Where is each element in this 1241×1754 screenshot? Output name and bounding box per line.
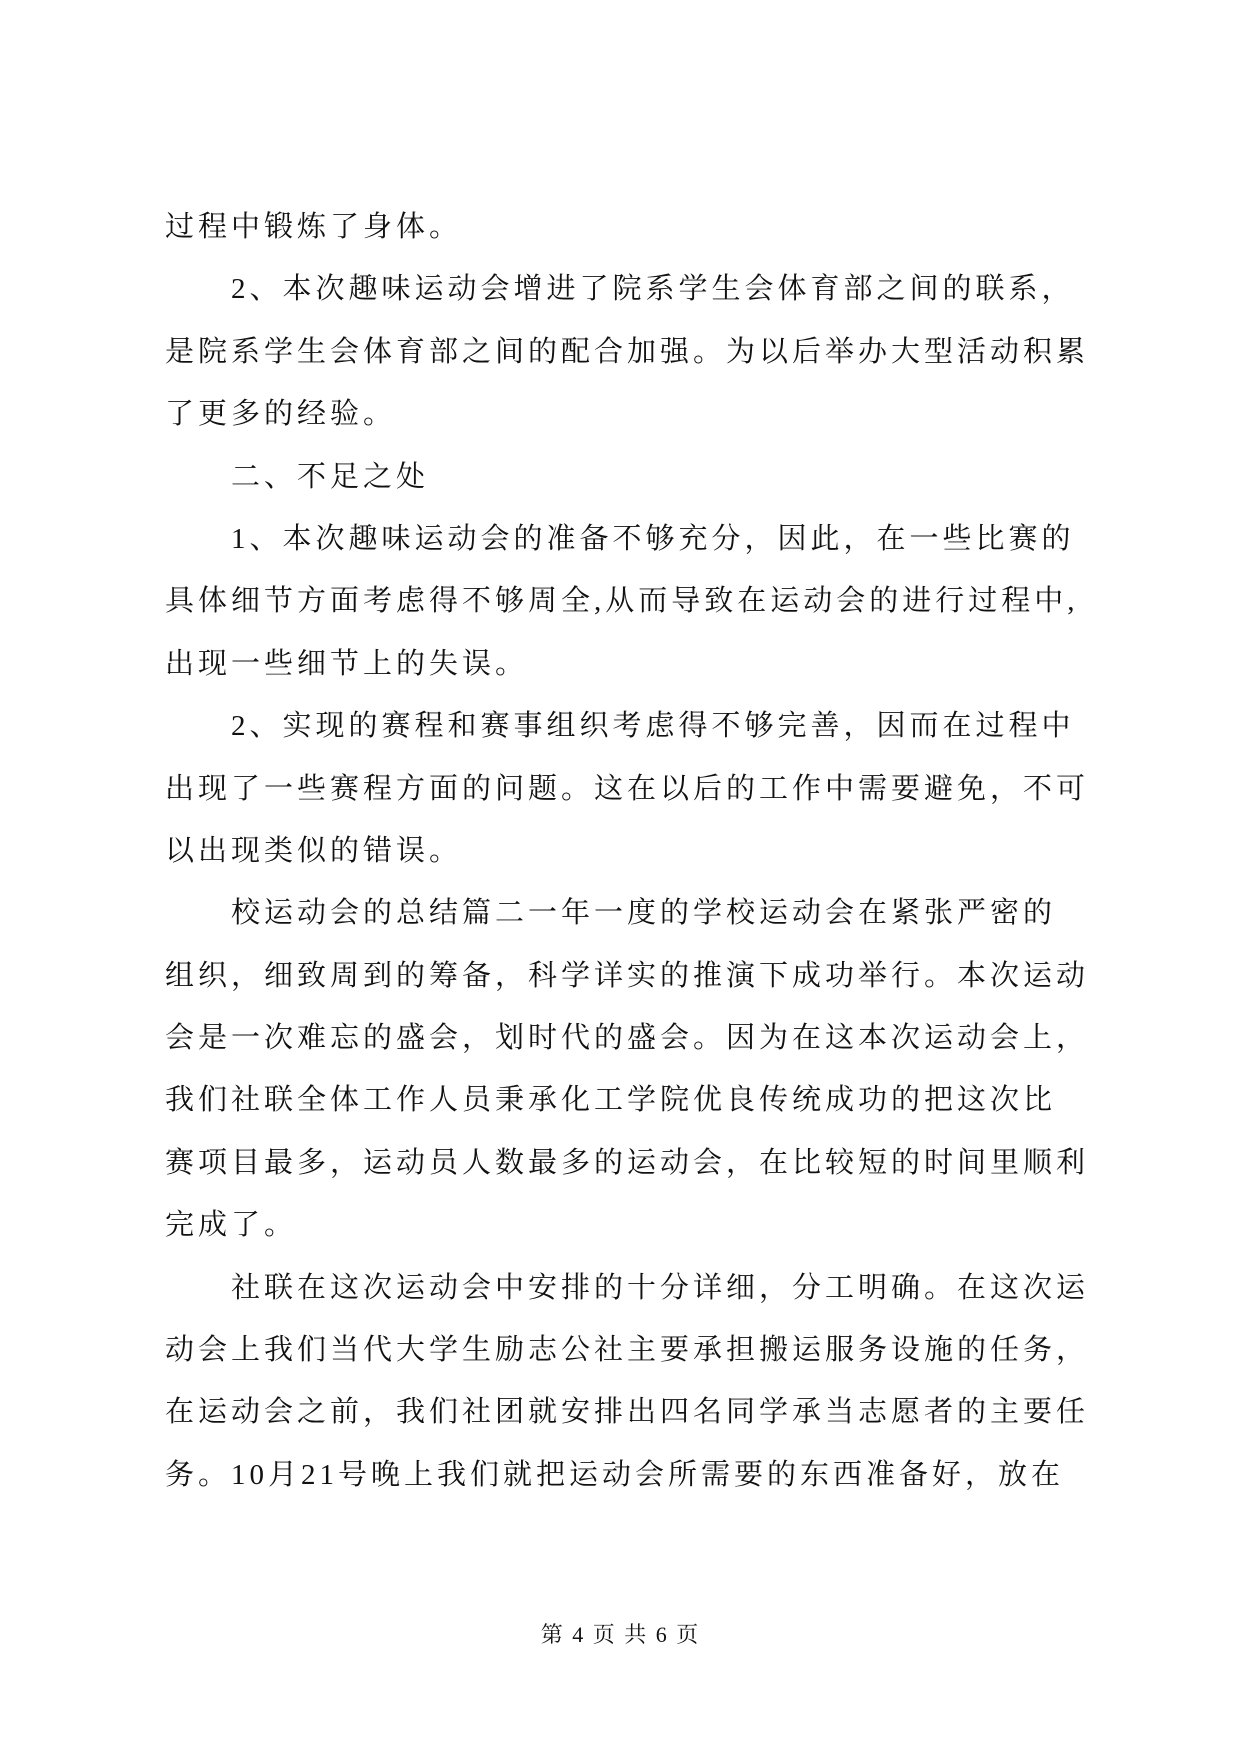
text-line: 出现了一些赛程方面的问题。这在以后的工作中需要避免，不可 (165, 772, 1090, 805)
text-line: 我们社联全体工作人员秉承化工学院优良传统成功的把这次比 (165, 1084, 1057, 1117)
page-footer: 第 4 页 共 6 页 (540, 1622, 701, 1647)
text-line: 二、不足之处 (231, 460, 430, 493)
text-line: 会是一次难忘的盛会，划时代的盛会。因为在这本次运动会上， (165, 1022, 1090, 1055)
text-line: 出现一些细节上的失误。 (165, 647, 529, 680)
text-line: 1、本次趣味运动会的准备不够充分，因此，在一些比赛的 (231, 522, 1075, 555)
text-line: 了更多的经验。 (165, 398, 397, 431)
text-line: 2、本次趣味运动会增进了院系学生会体育部之间的联系， (231, 273, 1075, 306)
text-line: 社联在这次运动会中安排的十分详细，分工明确。在这次运 (231, 1271, 1090, 1304)
paragraph (165, 695, 1125, 882)
text-line: 完成了。 (165, 1209, 298, 1242)
paragraph (165, 258, 1125, 445)
text-line: 组织，细致周到的筹备，科学详实的推演下成功举行。本次运动 (165, 959, 1090, 992)
paragraph (165, 446, 1125, 508)
paragraph (165, 1257, 1125, 1507)
text-line: 过程中锻炼了身体。 (165, 211, 463, 243)
text-line: 动会上我们当代大学生励志公社主要承担搬运服务设施的任务， (165, 1334, 1090, 1367)
text-line: 以出现类似的错误。 (165, 834, 463, 867)
paragraph (165, 196, 1125, 258)
paragraph (165, 508, 1125, 695)
text-line: 务。10月21号晚上我们就把运动会所需要的东西准备好，放在 (165, 1458, 1065, 1491)
text-line: 具体细节方面考虑得不够周全,从而导致在运动会的进行过程中, (165, 585, 1079, 618)
paragraph (165, 882, 1125, 1256)
text-line: 是院系学生会体育部之间的配合加强。为以后举办大型活动积累 (165, 335, 1090, 368)
text-line: 校运动会的总结篇二一年一度的学校运动会在紧张严密的 (231, 897, 1057, 930)
document-body (165, 196, 1125, 1506)
text-line: 赛项目最多，运动员人数最多的运动会，在比较短的时间里顺利 (165, 1146, 1090, 1179)
text-line: 在运动会之前，我们社团就安排出四名同学承当志愿者的主要任 (165, 1396, 1090, 1429)
text-line: 2、实现的赛程和赛事组织考虑得不够完善，因而在过程中 (231, 710, 1075, 743)
